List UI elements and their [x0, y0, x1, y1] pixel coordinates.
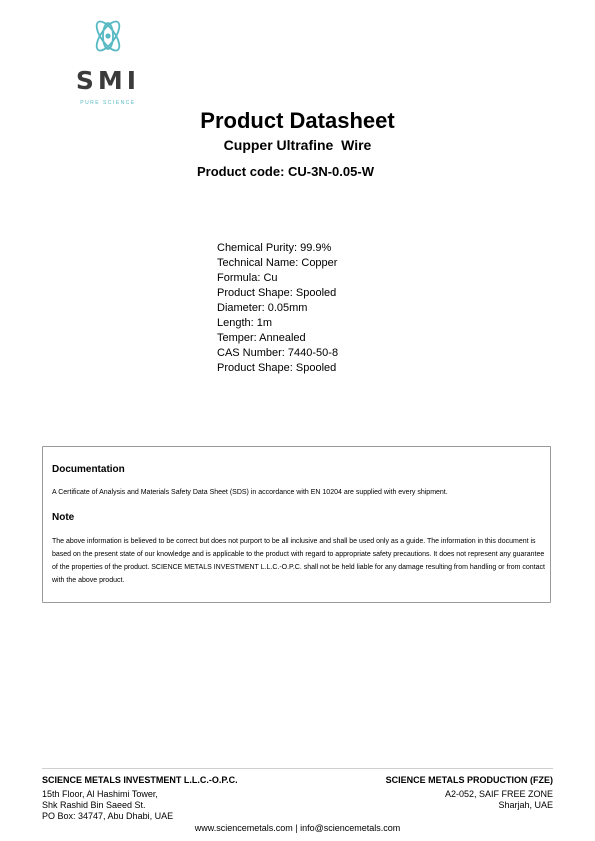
footer-divider: [42, 768, 553, 769]
footer-right-line: Sharjah, UAE: [498, 800, 553, 810]
footer-right-line: A2-052, SAIF FREE ZONE: [444, 789, 553, 799]
spec-item: Diameter: 0.05mm: [217, 302, 308, 314]
documentation-heading: Documentation: [52, 464, 125, 475]
note-text: The above information is believed to be correct but does not purport to be all inclusive and shall be used only as a guide. The information in this document is based on the present state of our knowledge and is applicable to the product with regard to appropriate safety precautions. It does not represent any guarantee of the properties of the product. SCIENCE METALS INVESTMENT L.L.C.-O.P.C. shall not be held liable for any damage resulting from handling or from contact with the above product.: [52, 538, 545, 584]
spec-item: Chemical Purity: 99.9%: [217, 242, 332, 254]
atom-icon: [66, 14, 150, 64]
spec-item: CAS Number: 7440-50-8: [217, 347, 339, 359]
company-logo: [66, 14, 150, 106]
note-heading: Note: [52, 512, 75, 523]
spec-item: Product Shape: Spooled: [217, 362, 337, 374]
spec-item: Temper: Annealed: [217, 332, 306, 344]
footer-contact[interactable]: www.sciencemetals.com | info@sciencemetals.com: [194, 823, 401, 833]
spec-item: Length: 1m: [217, 317, 273, 329]
footer-left-company: SCIENCE METALS INVESTMENT L.L.C.-O.P.C.: [42, 775, 238, 785]
spec-item: Product Shape: Spooled: [217, 287, 337, 299]
documentation-text: A Certificate of Analysis and Materials Safety Data Sheet (SDS) in accordance with EN 10204 are supplied with every shipment.: [52, 489, 448, 496]
footer-left-line: PO Box: 34747, Abu Dhabi, UAE: [42, 811, 174, 821]
spec-item: Technical Name: Copper: [217, 257, 338, 269]
info-box: [42, 446, 551, 603]
logo-wordmark: SMI: [75, 66, 141, 95]
logo-tagline: PURE SCIENCE: [80, 100, 136, 106]
footer-left-address: [42, 775, 238, 822]
footer-right-address: [386, 775, 553, 811]
footer-left-line: Shk Rashid Bin Saeed St.: [42, 800, 146, 810]
footer-right-company: SCIENCE METALS PRODUCTION (FZE): [385, 775, 553, 785]
footer-left-line: 15th Floor, Al Hashimi Tower,: [42, 789, 158, 799]
page-title: Product Datasheet: [200, 108, 395, 133]
spec-list: [217, 241, 338, 376]
product-name: Cupper Ultrafine Wire: [223, 137, 372, 153]
spec-item: Formula: Cu: [217, 272, 278, 284]
product-code: Product code: CU-3N-0.05-W: [197, 164, 374, 179]
